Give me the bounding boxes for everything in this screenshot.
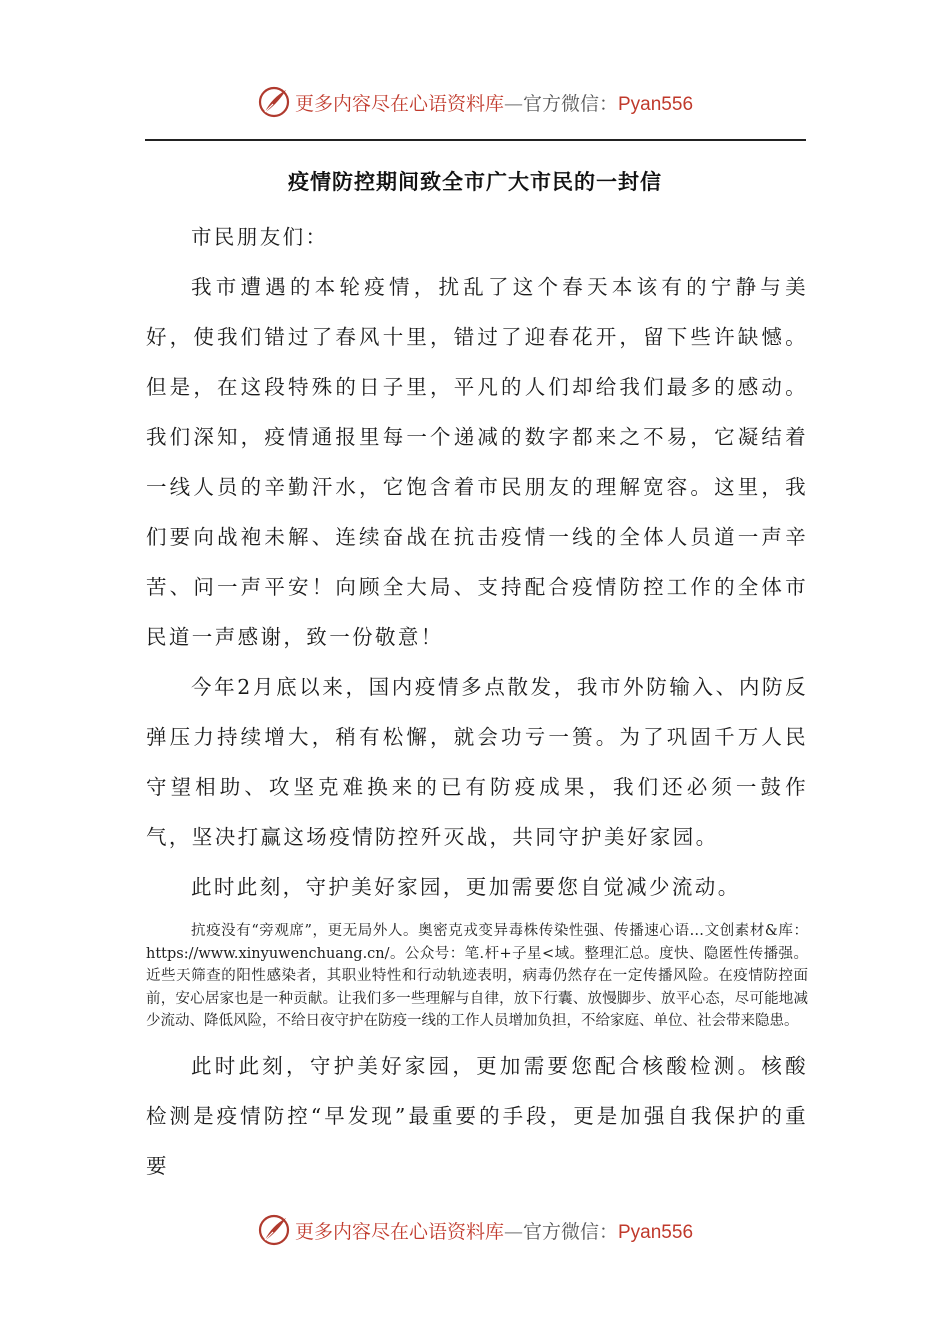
banner-text [295,1217,693,1244]
document-title: 疫情防控期间致全市广大市民的一封信 [288,169,662,194]
banner-brand: 更多内容尽在心语资料库 [294,1220,504,1243]
header-banner [0,82,950,122]
banner-wechat-id: Pyan556 [618,93,694,115]
paragraph: 此时此刻，守护美好家园，更加需要您自觉减少流动。 [191,875,741,899]
document-body [146,212,808,1191]
banner-wechat-id: Pyan556 [618,1221,694,1243]
paragraph: 今年2月底以来，国内疫情多点散发，我市外防输入、内防反弹压力持续增大，稍有松懈，就会功亏一篑。为了巩固千万人民守望相助、攻坚克难换来的已有防疫成果，我们还必须一鼓作气，坚决打赢这场疫情防控歼灭战，共同守护美好家园。 [146,675,808,849]
banner-dash: — [503,92,523,115]
banner-dash: — [503,1220,523,1243]
salutation: 市民朋友们： [191,225,329,249]
header-divider [145,139,806,141]
banner-wechat-label: 官方微信： [522,1220,618,1243]
small-print-paragraph: 抗疫没有“旁观席”，更无局外人。奥密克戎变异毒株传染性强、传播速心语…文创素材&库：https://www.xinyuwenchuang.cn/。公众号：笔.杆+子星<域。整理汇总。度快、隐匿性传播强。近些天筛查的阳性感染者，其职业特性和行动轨迹表明，病毒仍然存在一定传播风险。在疫情防控面前，安心居家也是一种贡献。让我们多一些理解与自律，放下行囊、放慢脚步、放平心态，尽可能地减少流动、降低风险，不给日夜守护在防疫一线的工作人员增加负担，不给家庭、单位、社会带来隐患。 [146,923,808,1029]
banner-text [295,89,693,116]
quill-logo-icon [257,1213,291,1247]
paragraph: 我市遭遇的本轮疫情，扰乱了这个春天本该有的宁静与美好，使我们错过了春风十里，错过了迎春花开，留下些许缺憾。但是，在这段特殊的日子里，平凡的人们却给我们最多的感动。我们深知，疫情通报里每一个递减的数字都来之不易，它凝结着一线人员的辛勤汗水，它饱含着市民朋友的理解宽容。这里，我们要向战袍未解、连续奋战在抗击疫情一线的全体人员道一声辛苦、问一声平安！向顾全大局、支持配合疫情防控工作的全体市民道一声感谢，致一份敬意！ [146,275,808,649]
paragraph: 此时此刻，守护美好家园，更加需要您配合核酸检测。核酸检测是疫情防控“早发现”最重要的手段，更是加强自我保护的重要 [146,1053,808,1178]
banner-wechat-label: 官方微信： [522,92,618,115]
quill-logo-icon [257,85,291,119]
banner-brand: 更多内容尽在心语资料库 [294,92,504,115]
footer-banner [0,1210,950,1250]
